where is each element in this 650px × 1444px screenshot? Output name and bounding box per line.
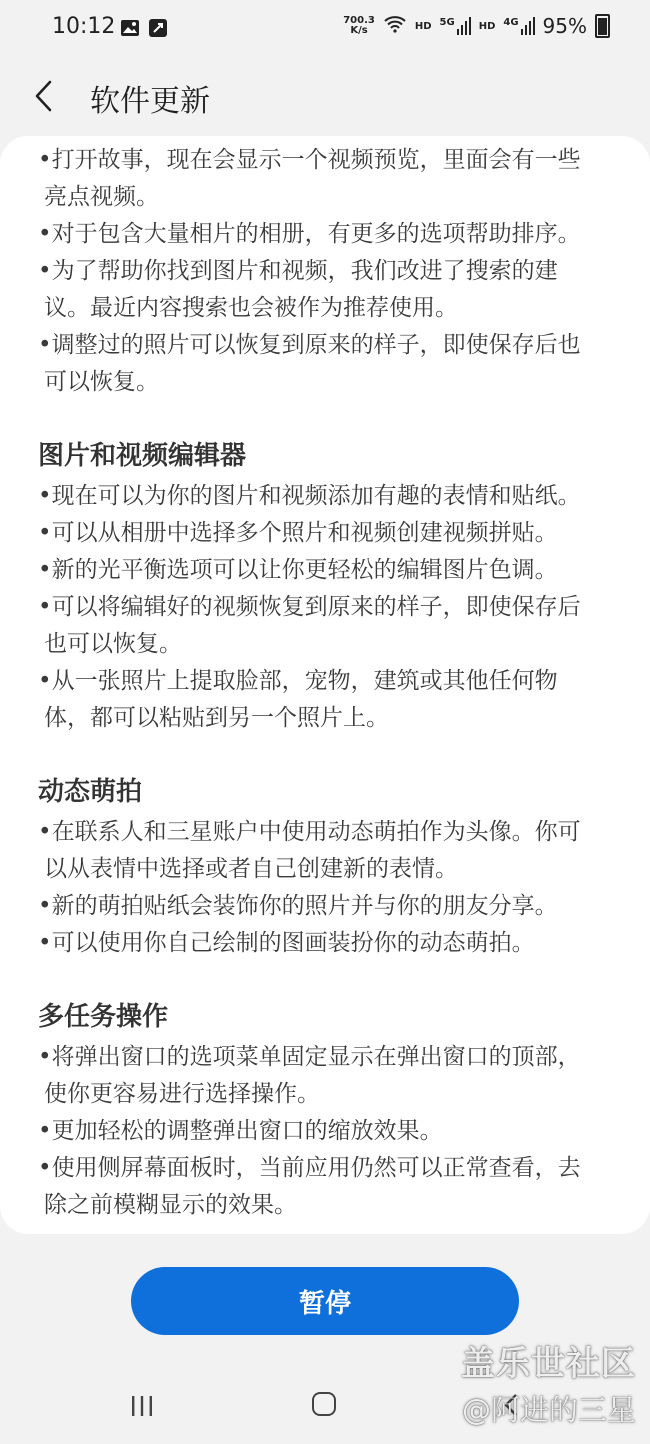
list-item: •从一张照片上提取脸部，宠物，建筑或其他任何物 <box>38 668 558 694</box>
signal-icon <box>440 17 471 35</box>
list-item: •可以从相册中选择多个照片和视频创建视频拼贴。 <box>38 520 558 546</box>
intro-list <box>38 142 618 401</box>
list-item: 也可以恢复。 <box>44 631 182 657</box>
list-item: 使你更容易进行选择操作。 <box>44 1081 320 1107</box>
battery-percent: 95% <box>542 14 587 38</box>
list-item: •可以将编辑好的视频恢复到原来的样子，即使保存后 <box>38 594 581 620</box>
home-icon[interactable] <box>312 1392 336 1416</box>
section-title-ar: 动态萌拍 <box>38 777 143 807</box>
app-header <box>0 62 650 132</box>
ar-list <box>38 814 618 962</box>
list-item: 可以恢复。 <box>44 369 159 395</box>
list-item: •在联系人和三星账户中使用动态萌拍作为头像。你可 <box>38 819 581 845</box>
battery-icon <box>595 14 610 38</box>
release-notes-card[interactable] <box>0 136 650 1234</box>
hd-label-2: HD <box>478 20 496 32</box>
list-item: •新的萌拍贴纸会装饰你的照片并与你的朋友分享。 <box>38 893 558 919</box>
list-item: •调整过的照片可以恢复到原来的样子，即使保存后也 <box>38 332 581 358</box>
list-item: 议。最近内容搜索也会被作为推荐使用。 <box>44 295 458 321</box>
section-title-multitask: 多任务操作 <box>38 1002 169 1032</box>
list-item: •打开故事，现在会显示一个视频预览，里面会有一些 <box>38 147 581 173</box>
watermark-community: 盖乐世社区 <box>461 1344 636 1384</box>
back-button[interactable] <box>28 74 68 118</box>
list-item: •现在可以为你的图片和视频添加有趣的表情和贴纸。 <box>38 483 581 509</box>
network-type-2: 4G <box>503 17 519 28</box>
network-type-1: 5G <box>439 17 455 28</box>
list-item: •可以使用你自己绘制的图画装扮你的动态萌拍。 <box>38 930 535 956</box>
list-item: •对于包含大量相片的相册，有更多的选项帮助排序。 <box>38 221 581 247</box>
status-bar <box>0 0 650 62</box>
app-notification-icon <box>148 18 168 38</box>
recent-apps-icon[interactable] <box>130 1394 154 1418</box>
list-item: 亮点视频。 <box>44 184 159 210</box>
gallery-icon <box>120 18 140 38</box>
watermark-author: @阿进的三星 <box>461 1393 636 1427</box>
hd-label-1: HD <box>414 20 432 32</box>
list-item: •新的光平衡选项可以让你更轻松的编辑图片色调。 <box>38 557 558 583</box>
wifi-icon <box>383 14 407 38</box>
network-speed-unit: K/s <box>350 25 368 36</box>
list-item: 以从表情中选择或者自己创建新的表情。 <box>44 856 458 882</box>
status-time: 10:12 <box>52 14 116 39</box>
multitask-list <box>38 1039 618 1224</box>
section-title-editor: 图片和视频编辑器 <box>38 441 247 471</box>
pause-button[interactable]: 暂停 <box>131 1267 519 1335</box>
list-item: •将弹出窗口的选项菜单固定显示在弹出窗口的顶部， <box>38 1044 581 1070</box>
list-item: •为了帮助你找到图片和视频，我们改进了搜索的建 <box>38 258 558 284</box>
page-title: 软件更新 <box>90 84 210 119</box>
network-speed-value: 700.3 <box>343 15 375 26</box>
list-item: 体，都可以粘贴到另一个照片上。 <box>44 705 389 731</box>
chevron-left-icon <box>28 74 68 118</box>
list-item: 除之前模糊显示的效果。 <box>44 1192 297 1218</box>
status-left-icons <box>120 18 168 38</box>
list-item: •使用侧屏幕面板时，当前应用仍然可以正常查看，去 <box>38 1155 581 1181</box>
network-speed <box>343 16 375 36</box>
status-right <box>343 14 610 38</box>
release-notes-content <box>38 142 618 1224</box>
list-item: •更加轻松的调整弹出窗口的缩放效果。 <box>38 1118 443 1144</box>
editor-list <box>38 478 618 737</box>
signal-icon <box>503 17 534 35</box>
